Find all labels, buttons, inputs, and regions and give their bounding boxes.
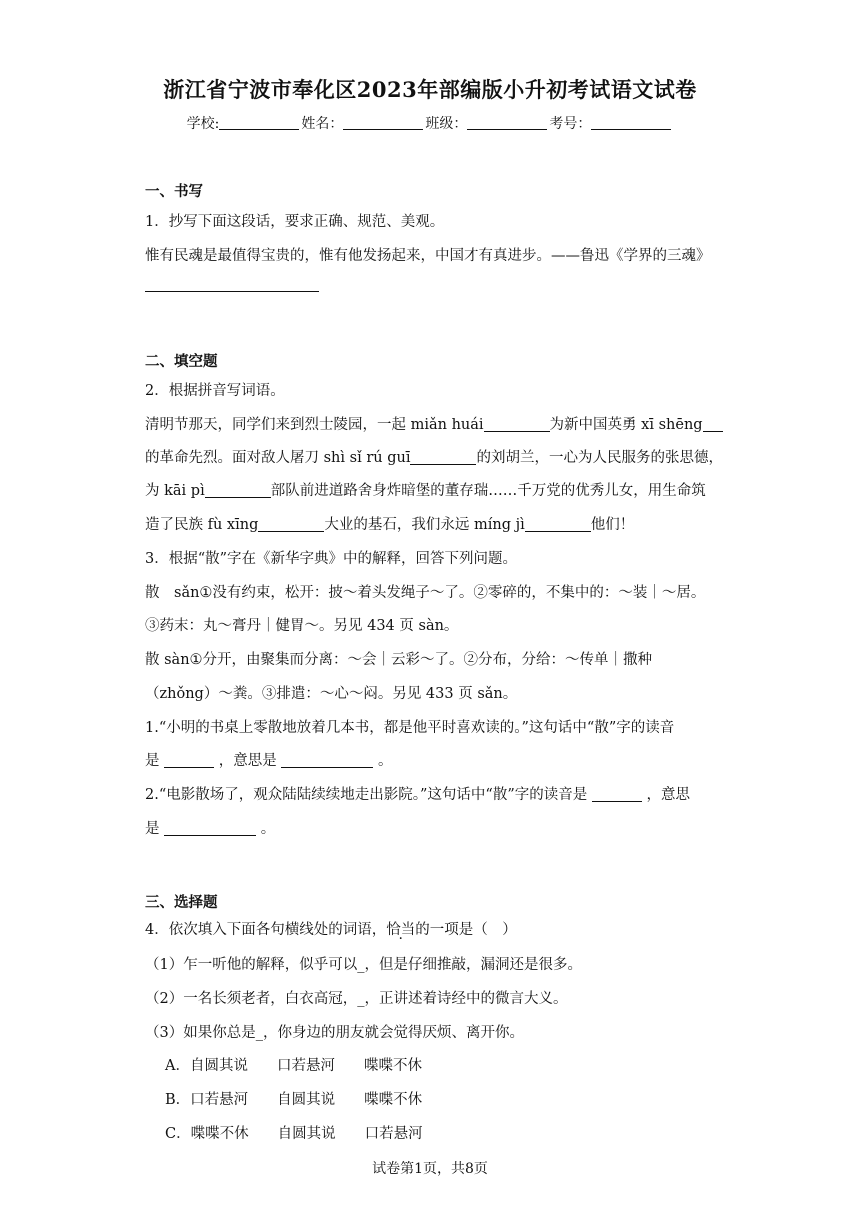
blank-ming-ji [525, 516, 591, 532]
blank-mian-huai [484, 416, 550, 432]
dictionary-line-2: ③药末：丸～膏丹｜健胃～。另见 434 页 sàn。 [145, 618, 459, 634]
emphasis-dots: 恰当 [386, 922, 416, 938]
blank-pronunciation-1 [164, 752, 214, 768]
name-label: 姓名： [301, 116, 344, 132]
blank-shi-si-ru-gui [410, 449, 476, 465]
question-1: 1．抄写下面这段话，要求正确、规范、美观。 [145, 214, 445, 230]
sub-question-2-line-2: 是 。 [145, 821, 276, 837]
option-a[interactable]: A．自圆其说 口若悬河 喋喋不休 [165, 1058, 422, 1074]
class-blank [467, 115, 547, 130]
question-4-item-1: （1）乍一听他的解释，似乎可以_，但是仔细推敲，漏洞还是很多。 [145, 957, 582, 973]
question-2: 2．根据拼音写词语。 [145, 383, 285, 399]
section-1-heading: 一、书写 [145, 183, 203, 200]
exam-title: 浙江省宁波市奉化区2023年部编版小升初考试语文试卷 [163, 77, 697, 102]
blank-kai-pi [205, 482, 271, 498]
q2-paragraph-line-3: 为 kāi pì 部队前进道路舍身炸暗堡的董存瑞……千万党的优秀儿女，用生命筑 [145, 483, 706, 499]
dictionary-line-3: 散 sàn①分开，由聚集而分离：～会｜云彩～了。②分布，分给：～传单｜撒种 [145, 652, 653, 668]
class-label: 班级： [425, 116, 468, 132]
question-4-item-2: （2）一名长须老者，白衣高冠，_，正讲述着诗经中的微言大义。 [145, 991, 568, 1007]
number-label: 考号： [549, 116, 592, 132]
school-blank [219, 115, 299, 130]
sub-question-1-line-1: 1.“小明的书桌上零散地放着几本书，都是他平时喜欢读的。”这句话中“散”字的读音 [145, 720, 675, 736]
question-4-item-3: （3）如果你总是_，你身边的朋友就会觉得厌烦、离开你。 [145, 1025, 524, 1041]
question-3: 3．根据“散”字在《新华字典》中的解释，回答下列问题。 [145, 551, 518, 567]
blank-meaning-2 [164, 820, 256, 836]
number-blank [591, 115, 671, 130]
student-info-line [0, 113, 860, 133]
question-4: 4．依次填入下面各句横线处的词语，恰当的一项是（ ） [145, 922, 517, 938]
blank-meaning-1 [281, 752, 373, 768]
section-3-heading: 三、选择题 [145, 894, 218, 911]
page-footer: 试卷第1页，共8页 [372, 1161, 488, 1177]
dictionary-line-4: （zhǒng）～粪。③排遣：～心～闷。另见 433 页 sǎn。 [145, 686, 518, 702]
option-c[interactable]: C．喋喋不休 自圆其说 口若悬河 [165, 1126, 423, 1142]
section-2-heading: 二、填空题 [145, 353, 218, 370]
dictionary-line-1: 散 sǎn①没有约束，松开：披～着头发绳子～了。②零碎的，不集中的：～装｜～居。 [145, 585, 706, 601]
name-blank [343, 115, 423, 130]
copy-answer-line [145, 291, 319, 292]
sub-question-1-line-2: 是 ，意思是 。 [145, 753, 393, 769]
option-b[interactable]: B．口若悬河 自圆其说 喋喋不休 [165, 1092, 423, 1108]
q2-paragraph-line-1: 清明节那天，同学们来到烈士陵园，一起 miǎn huái 为新中国英勇 xī shēng [145, 413, 723, 434]
q2-paragraph-line-4: 造了民族 fù xīng 大业的基石，我们永远 míng jì 他们！ [145, 517, 635, 533]
blank-fu-xing [258, 516, 324, 532]
q2-paragraph-line-2: 的革命先烈。面对敌人屠刀 shì sǐ rú guī 的刘胡兰，一心为人民服务的张思德， [145, 450, 723, 466]
sub-question-2-line-1: 2.“电影散场了，观众陆陆续续地走出影院。”这句话中“散”字的读音是 ，意思 [145, 787, 690, 803]
school-label: 学校: [186, 116, 220, 132]
question-1-text: 惟有民魂是最值得宝贵的，惟有他发扬起来，中国才有真进步。——鲁迅《学界的三魂》 [145, 248, 711, 264]
blank-pronunciation-2 [592, 786, 642, 802]
blank-xi-sheng [703, 416, 723, 432]
